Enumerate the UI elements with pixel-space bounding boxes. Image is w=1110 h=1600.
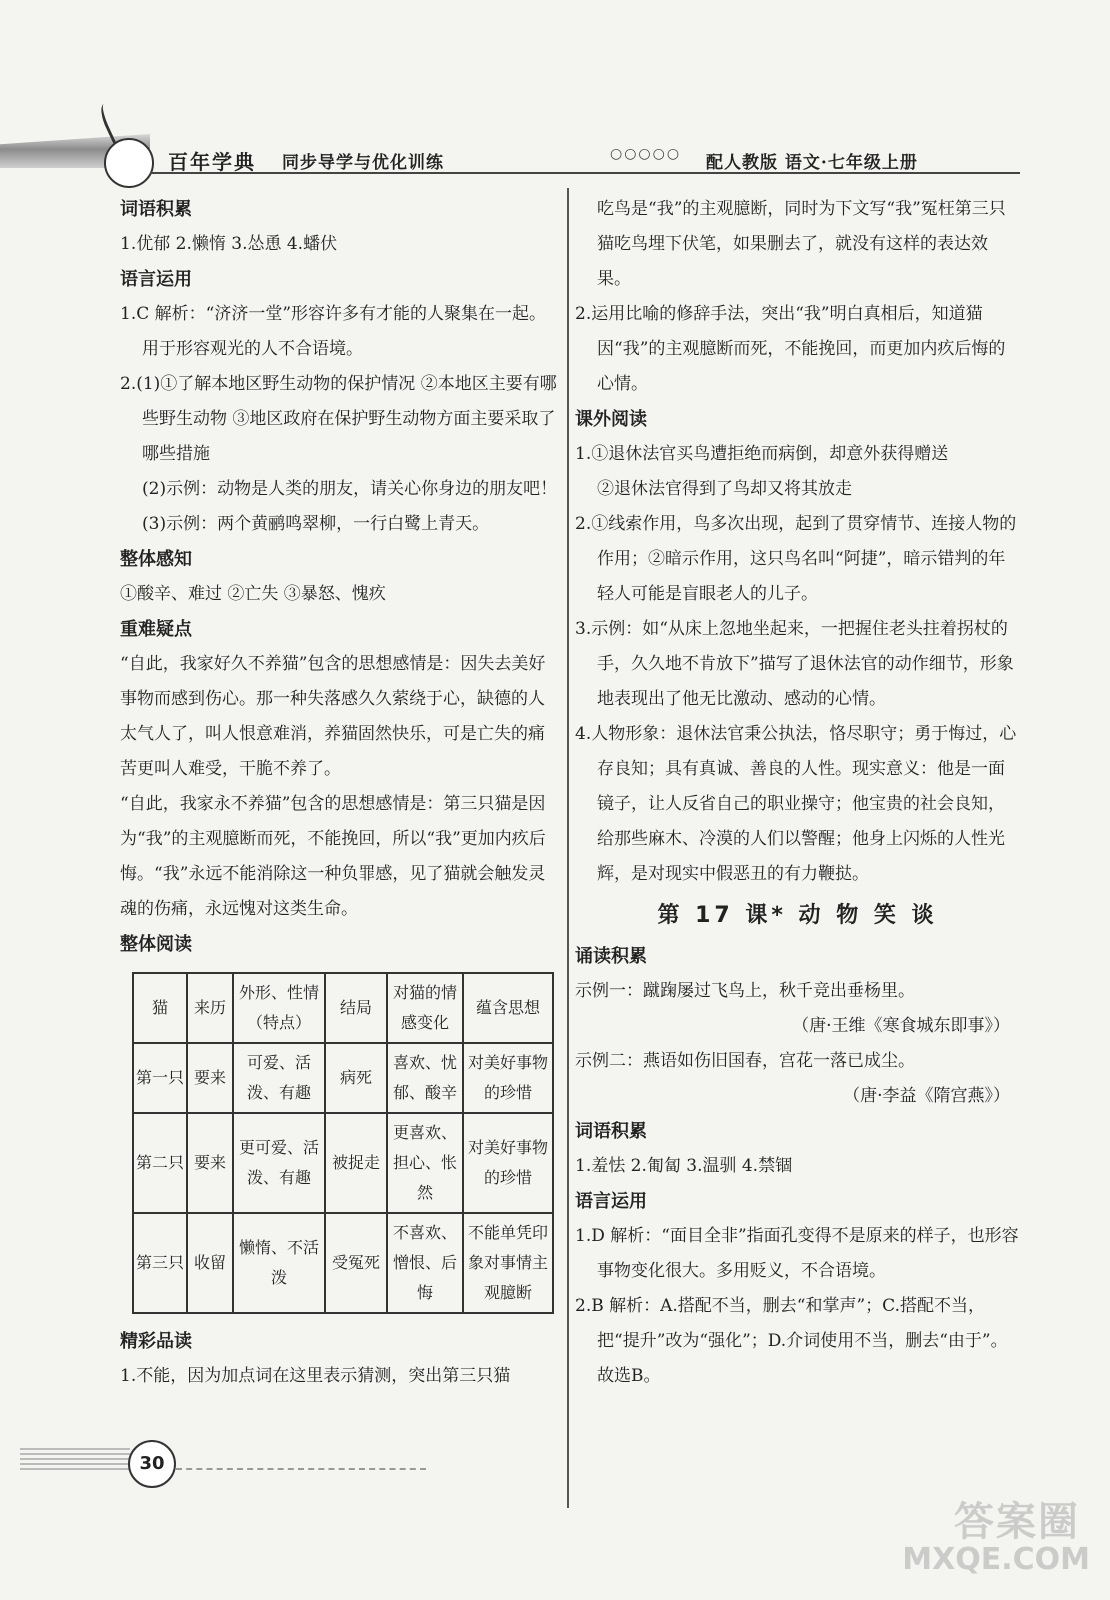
table-cell: 懒惰、不活泼 [233, 1213, 325, 1313]
section-heading: 词语积累 [120, 199, 192, 220]
table-row [133, 1113, 553, 1213]
table-cell: 喜欢、忧郁、酸辛 [387, 1043, 463, 1113]
table-cell: 受冤死 [325, 1213, 387, 1313]
section-heading: 语言运用 [575, 1191, 647, 1212]
cat-comparison-table [132, 972, 554, 1314]
right-column [575, 192, 1020, 1394]
table-header-cell: 结局 [325, 973, 387, 1043]
section-heading: 语言运用 [120, 269, 192, 290]
table-header-cell: 蕴含思想 [463, 973, 553, 1043]
analysis-paragraph: “自此，我家永不养猫”包含的思想感情是：第三只猫是因为“我”的主观臆断而死，不能挽回，所以“我”更加内疚后悔。“我”永远不能消除这一种负罪感，见了猫就会触发灵魂的伤痛，永远愧对这类生命。 [120, 794, 546, 919]
section-heading: 课外阅读 [575, 409, 647, 430]
answer-item: 2.运用比喻的修辞手法，突出“我”明白真相后，知道猫因“我”的主观臆断而死，不能挽回，而更加内疚后悔的心情。 [575, 304, 1006, 394]
answer-item: (3)示例：两个黄鹂鸣翠柳，一行白鹭上青天。 [142, 514, 490, 534]
table-header-cell: 对猫的情感变化 [387, 973, 463, 1043]
emblem-icon [104, 138, 154, 188]
table-cell: 第二只 [133, 1113, 187, 1213]
left-column [120, 192, 560, 1394]
table-row [133, 1213, 553, 1313]
answer-item: 2.B 解析：A.搭配不当，删去“和掌声”；C.搭配不当，把“提升”改为“强化”；D.介词使用不当，删去“由于”。故选B。 [575, 1296, 1008, 1386]
section-heading: 整体感知 [120, 549, 192, 570]
table-cell: 要来 [187, 1043, 233, 1113]
watermark-text: 答案圈 [954, 1499, 1080, 1545]
poem-source: （唐·李益《隋宫燕》） [843, 1086, 1010, 1106]
answer-continuation: 吃鸟是“我”的主观臆断，同时为下文写“我”冤枉第三只猫吃鸟埋下伏笔，如果删去了，就没有这样的表达效果。 [597, 199, 1006, 289]
answer-line: 1.羞怯 2.匍匐 3.温驯 4.禁锢 [575, 1156, 793, 1176]
table-cell: 不能单凭印象对事情主观臆断 [463, 1213, 553, 1313]
page-footer [0, 1430, 500, 1490]
header-rule [150, 172, 1020, 174]
table-row [133, 1043, 553, 1113]
answer-item: 1.C 解析：“济济一堂”形容许多有才能的人聚集在一起。用于形容观光的人不合语境。 [120, 304, 547, 359]
table-cell: 对美好事物的珍惜 [463, 1113, 553, 1213]
page-number: 30 [128, 1440, 176, 1488]
table-header-cell: 外形、性情（特点） [233, 973, 325, 1043]
answer-item: (2)示例：动物是人类的朋友，请关心你身边的朋友吧！ [142, 479, 558, 499]
footer-dashline [176, 1468, 426, 1470]
column-divider [567, 188, 569, 1508]
poem-example: 示例二：燕语如伤旧国春，宫花一落已成尘。 [575, 1051, 915, 1071]
footer-stripes [20, 1448, 130, 1472]
table-cell: 更可爱、活泼、有趣 [233, 1113, 325, 1213]
section-heading: 诵读积累 [575, 946, 647, 967]
table-cell: 对美好事物的珍惜 [463, 1043, 553, 1113]
table-header-row [133, 973, 553, 1043]
poem-source: （唐·王维《寒食城东即事》） [792, 1016, 1010, 1036]
watermark-url: MXQE.COM [902, 1542, 1090, 1577]
answer-line: 1.优郁 2.懒惰 3.怂恿 4.蟠伏 [120, 234, 338, 254]
watermark-logo [880, 1490, 1100, 1590]
answer-item: 2.(1)①了解本地区野生动物的保护情况 ②本地区主要有哪些野生动物 ③地区政府在保护野生动物方面主要采取了哪些措施 [120, 374, 557, 464]
table-cell: 可爱、活泼、有趣 [233, 1043, 325, 1113]
poem-example: 示例一：蹴踘屡过飞鸟上，秋千竞出垂杨里。 [575, 981, 915, 1001]
answer-item: 2.①线索作用，鸟多次出现，起到了贯穿情节、连接人物的作用；②暗示作用，这只鸟名叫“阿捷”，暗示错判的年轻人可能是盲眼老人的儿子。 [575, 514, 1017, 604]
lesson-title: 第 17 课* 动 物 笑 谈 [657, 903, 938, 928]
answer-item: 1.D 解析：“面目全非”指面孔变得不是原来的样子，也形容事物变化很大。多用贬义，不合语境。 [575, 1226, 1019, 1281]
table-cell: 病死 [325, 1043, 387, 1113]
table-cell: 不喜欢、憎恨、后悔 [387, 1213, 463, 1313]
answer-item: 1.①退休法官买鸟遭拒绝而病倒，却意外获得赠送 [575, 444, 949, 464]
table-cell: 第三只 [133, 1213, 187, 1313]
table-header-cell: 猫 [133, 973, 187, 1043]
table-header-cell: 来历 [187, 973, 233, 1043]
table-cell: 收留 [187, 1213, 233, 1313]
analysis-paragraph: “自此，我家好久不养猫”包含的思想感情是：因失去美好事物而感到伤心。那一种失落感久久萦绕于心，缺德的人太气人了，叫人恨意难消，养猫固然快乐，可是亡失的痛苦更叫人难受，干脆不养了。 [120, 654, 546, 779]
table-cell: 被捉走 [325, 1113, 387, 1213]
section-heading: 词语积累 [575, 1121, 647, 1142]
answer-item: 4.人物形象：退休法官秉公执法，恪尽职守；勇于悔过，心存良知；具有真诚、善良的人性。现实意义：他是一面镜子，让人反省自己的职业操守；他宝贵的社会良知，给那些麻木、冷漠的人们以警醒；他身上闪烁的人性光辉，是对现实中假恶丑的有力鞭挞。 [575, 724, 1017, 884]
header-dots: ○○○○○ [610, 146, 682, 162]
table-cell: 第一只 [133, 1043, 187, 1113]
section-heading: 精彩品读 [120, 1331, 192, 1352]
answer-item: 1.不能，因为加点词在这里表示猜测，突出第三只猫 [120, 1366, 511, 1386]
section-heading: 整体阅读 [120, 934, 192, 955]
page-header [0, 96, 1110, 176]
table-cell: 要来 [187, 1113, 233, 1213]
answer-item: 3.示例：如“从床上忽地坐起来，一把握住老头拄着拐杖的手，久久地不肯放下”描写了退休法官的动作细节，形象地表现出了他无比激动、感动的心情。 [575, 619, 1014, 709]
series-subtitle: 同步导学与优化训练 [282, 153, 444, 173]
answer-item: ②退休法官得到了鸟却又将其放走 [597, 479, 852, 499]
answer-line: ①酸辛、难过 ②亡失 ③暴怒、愧疚 [120, 584, 386, 604]
table-cell: 更喜欢、担心、怅然 [387, 1113, 463, 1213]
brand-title: 百年学典 [168, 150, 256, 174]
section-heading: 重难疑点 [120, 619, 192, 640]
edition-label: 配人教版 语文·七年级上册 [706, 153, 918, 173]
